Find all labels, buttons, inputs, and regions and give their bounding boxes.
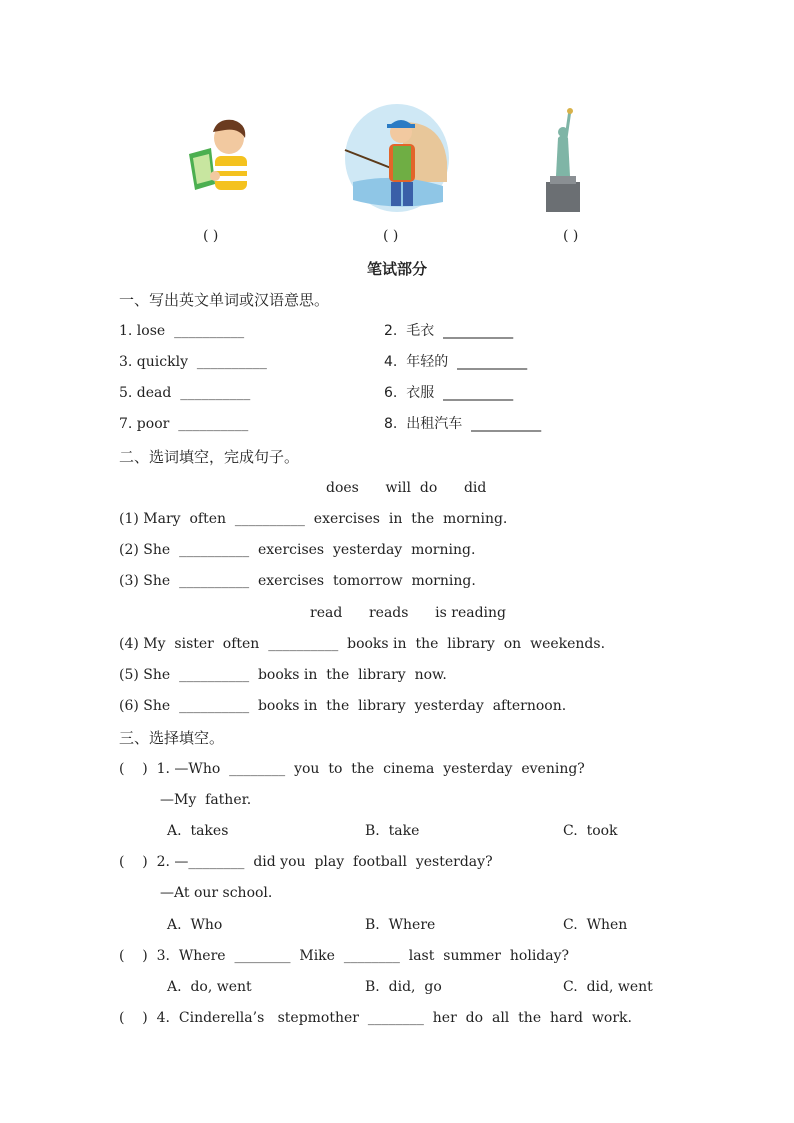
section2-item: (1) Mary often __________ exercises in the morning. bbox=[119, 511, 508, 527]
section2-heading: 二、选词填空，完成句子。 bbox=[119, 448, 300, 466]
boy-fishing-picture bbox=[343, 102, 451, 214]
question-2: ( ) 2. —________ did you play football yesterday? bbox=[119, 854, 493, 870]
boy-reading-picture bbox=[185, 118, 255, 198]
question-2-answer: —At our school. bbox=[160, 885, 273, 901]
word-bank-2: read reads is reading bbox=[310, 605, 507, 621]
option-b: B. take bbox=[365, 823, 420, 839]
picture-label-2[interactable]: ( ) bbox=[383, 228, 399, 244]
option-c: C. did, went bbox=[563, 979, 653, 995]
page-title: 笔试部分 bbox=[366, 260, 427, 278]
section1-item: 6. 衣服 __________ bbox=[384, 385, 514, 401]
section1-item: 7. poor __________ bbox=[119, 416, 249, 432]
option-a: A. do, went bbox=[167, 979, 252, 995]
section2-item: (6) She __________ books in the library yesterday afternoon. bbox=[119, 698, 567, 714]
section2-item: (5) She __________ books in the library now. bbox=[119, 667, 447, 683]
option-c: C. When bbox=[563, 917, 628, 933]
option-b: B. did, go bbox=[365, 979, 442, 995]
question-1-answer: —My father. bbox=[160, 792, 252, 808]
section3-heading: 三、选择填空。 bbox=[119, 729, 225, 747]
picture-label-3[interactable]: ( ) bbox=[563, 228, 579, 244]
section1-item: 5. dead __________ bbox=[119, 385, 251, 401]
section1-item: 2. 毛衣 __________ bbox=[384, 323, 514, 339]
section1-item: 3. quickly __________ bbox=[119, 354, 267, 370]
question-3: ( ) 3. Where ________ Mike ________ last summer holiday? bbox=[119, 948, 570, 964]
section2-item: (2) She __________ exercises yesterday morning. bbox=[119, 542, 476, 558]
question-4: ( ) 4. Cinderella’s stepmother ________ her do all the hard work. bbox=[119, 1010, 632, 1026]
section1-item: 8. 出租汽车 __________ bbox=[384, 416, 542, 432]
option-a: A. Who bbox=[167, 917, 223, 933]
question-1: ( ) 1. —Who ________ you to the cinema yesterday evening? bbox=[119, 761, 585, 777]
option-c: C. took bbox=[563, 823, 618, 839]
word-bank-1: does will do did bbox=[326, 480, 487, 496]
section2-item: (4) My sister often __________ books in the library on weekends. bbox=[119, 636, 606, 652]
statue-of-liberty-picture bbox=[540, 108, 586, 212]
section2-item: (3) She __________ exercises tomorrow morning. bbox=[119, 573, 476, 589]
picture-label-1[interactable]: ( ) bbox=[203, 228, 219, 244]
option-b: B. Where bbox=[365, 917, 436, 933]
section1-heading: 一、写出英文单词或汉语意思。 bbox=[119, 291, 330, 309]
section1-item: 1. lose __________ bbox=[119, 323, 245, 339]
section1-item: 4. 年轻的 __________ bbox=[384, 354, 528, 370]
option-a: A. takes bbox=[167, 823, 229, 839]
